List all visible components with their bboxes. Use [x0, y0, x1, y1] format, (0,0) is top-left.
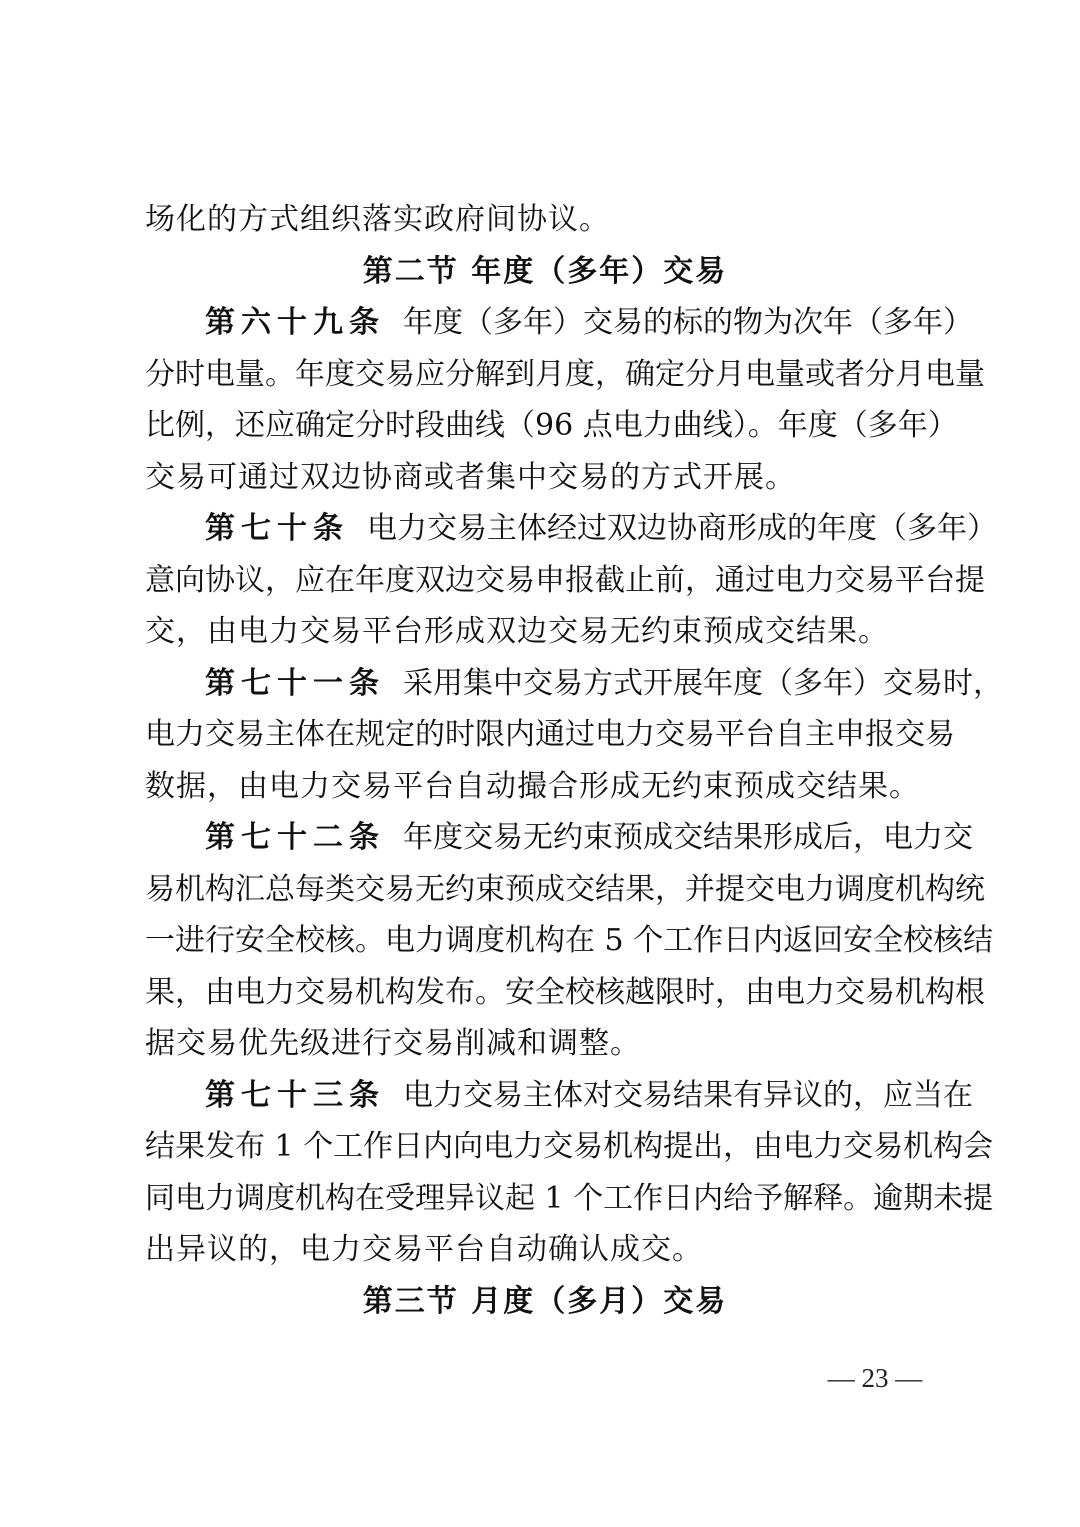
article-73-line-1 — [145, 1070, 973, 1122]
article-71-label: 第七十一条 — [205, 665, 385, 701]
article-72-text: 年度交易无约束预成交结果形成后，电力交 — [403, 820, 973, 855]
article-71-line-2: 电力交易主体在规定的时限内通过电力交易平台自主申报交易 — [145, 717, 955, 752]
article-70-line-1 — [145, 503, 997, 555]
article-73-text: 电力交易主体对交易结果有异议的，应当在 — [403, 1077, 973, 1113]
article-72-line-3: 一进行安全校核。电力调度机构在 5 个工作日内返回安全校核结 — [145, 923, 994, 958]
article-72-line-2: 易机构汇总每类交易无约束预成交结果，并提交电力调度机构统 — [145, 871, 985, 907]
article-69-line-2: 分时电量。年度交易应分解到月度，确定分月电量或者分月电量 — [145, 356, 985, 392]
article-69-line-3: 比例，还应确定分时段曲线（96 点电力曲线）。年度（多年） — [145, 408, 958, 443]
article-73-line-2: 结果发布 1 个工作日内向电力交易机构提出，由电力交易机构会 — [145, 1129, 994, 1164]
article-70-text: 电力交易主体经过双边协商形成的年度（多年） — [367, 511, 997, 546]
section-heading-3: 第三节 月度（多月）交易 — [362, 1283, 728, 1319]
article-71-line-3: 数据，由电力交易平台自动撮合形成无约束预成交结果。 — [145, 768, 920, 804]
article-71-text: 采用集中交易方式开展年度（多年）交易时， — [403, 665, 1003, 701]
section-heading-2: 第二节 年度（多年）交易 — [362, 253, 728, 289]
text-line: 场化的方式组织落实政府间协议。 — [145, 202, 610, 237]
article-73-label: 第七十三条 — [205, 1077, 385, 1113]
page-body — [145, 194, 1003, 1327]
article-69-text: 年度（多年）交易的标的物为次年（多年） — [403, 305, 973, 340]
article-71-line-1 — [145, 658, 1003, 710]
article-72-line-4: 果，由电力交易机构发布。安全校核越限时，由电力交易机构根 — [145, 974, 985, 1010]
article-72-line-5: 据交易优先级进行交易削减和调整。 — [145, 1026, 641, 1061]
article-69-line-4: 交易可通过双边协商或者集中交易的方式开展。 — [145, 459, 796, 495]
article-73-line-4: 出异议的，电力交易平台自动确认成交。 — [145, 1232, 703, 1267]
article-69-line-1 — [145, 297, 973, 349]
article-70-label: 第七十条 — [205, 511, 349, 546]
article-70-line-2: 意向协议，应在年度双边交易申报截止前，通过电力交易平台提 — [145, 562, 985, 598]
article-72-line-1 — [145, 812, 973, 864]
article-73-line-3: 同电力调度机构在受理异议起 1 个工作日内给予解释。逾期未提 — [145, 1180, 994, 1216]
article-69-label: 第六十九条 — [205, 305, 385, 340]
article-72-label: 第七十二条 — [205, 820, 385, 855]
article-70-line-3: 交，由电力交易平台形成双边交易无约束预成交结果。 — [145, 614, 889, 649]
page-number: — 23 — — [827, 1363, 923, 1393]
